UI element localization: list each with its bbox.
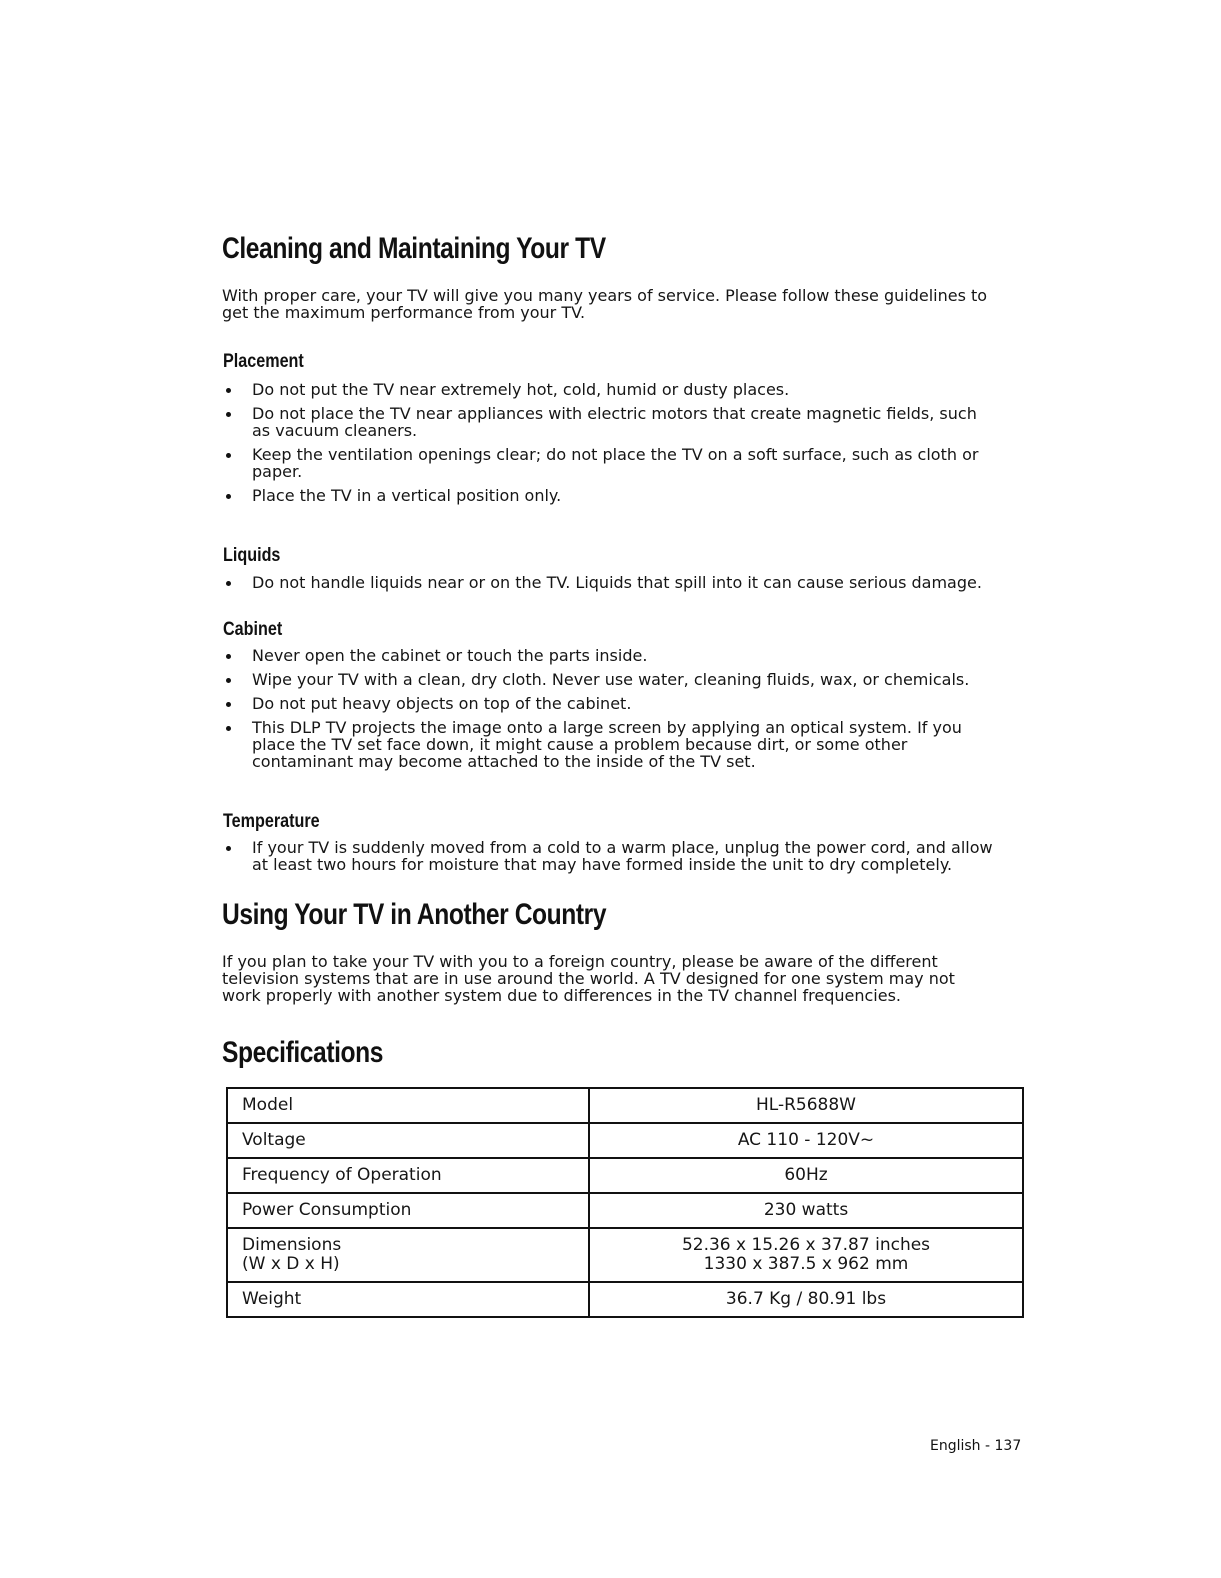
list-item — [223, 405, 993, 439]
list-item — [223, 487, 993, 504]
spec-value-cell — [589, 1228, 1023, 1282]
table-row — [227, 1123, 1023, 1158]
page-number: English - 137 — [930, 1438, 1022, 1454]
table-row — [227, 1282, 1023, 1317]
bullet-icon — [226, 702, 231, 707]
cabinet-list — [223, 647, 993, 777]
spec-label-cell — [227, 1228, 589, 1282]
table-row — [227, 1088, 1023, 1123]
list-item — [223, 839, 993, 873]
list-item-text: Keep the ventilation openings clear; do not place the TV on a soft surface, such as cloth or paper. — [252, 445, 979, 481]
spec-value: 230 watts — [589, 1193, 1023, 1228]
another-country-body: If you plan to take your TV with you to a foreign country, please be aware of the different television systems that are in use around the world. A TV designed for one system may not work properly with another system due to differences in the TV channel frequencies. — [222, 952, 955, 1005]
table-row — [227, 1158, 1023, 1193]
spec-label: Voltage — [227, 1123, 589, 1158]
spec-label: Dimensions — [242, 1235, 342, 1255]
list-item-text: Never open the cabinet or touch the parts inside. — [252, 646, 648, 665]
list-item — [223, 446, 993, 480]
list-item — [223, 695, 993, 712]
spec-value: AC 110 - 120V~ — [589, 1123, 1023, 1158]
list-item-text: Place the TV in a vertical position only. — [252, 486, 562, 505]
bullet-icon — [226, 412, 231, 417]
list-item — [223, 574, 993, 591]
list-item — [223, 647, 993, 664]
list-item-text: Do not put heavy objects on top of the cabinet. — [252, 694, 632, 713]
cleaning-intro: With proper care, your TV will give you many years of service. Please follow these guidelines to get the maximum performance from your TV. — [222, 286, 988, 322]
list-item-text: This DLP TV projects the image onto a large screen by applying an optical system. If you place the TV set face down, it might cause a problem because dirt, or some other contaminant may become attached to the inside of the TV set. — [252, 718, 962, 771]
list-item-text: If your TV is suddenly moved from a cold to a warm place, unplug the power cord, and allow at least two hours for moisture that may have formed inside the unit to dry completely. — [252, 838, 993, 874]
bullet-icon — [226, 494, 231, 499]
spec-value: 52.36 x 15.26 x 37.87 inches — [681, 1235, 931, 1255]
list-item-text: Do not handle liquids near or on the TV. Liquids that spill into it can cause serious damage. — [252, 573, 982, 592]
placement-heading: Placement — [223, 351, 304, 372]
table-row — [227, 1193, 1023, 1228]
bullet-icon — [226, 453, 231, 458]
liquids-heading: Liquids — [223, 545, 281, 566]
list-item — [223, 381, 993, 398]
list-item-text: Do not place the TV near appliances with electric motors that create magnetic fields, such as vacuum cleaners. — [252, 404, 977, 440]
bullet-icon — [226, 654, 231, 659]
list-item-text: Wipe your TV with a clean, dry cloth. Never use water, cleaning fluids, wax, or chemicals. — [252, 670, 970, 689]
cabinet-heading: Cabinet — [223, 619, 283, 640]
spec-label: Weight — [227, 1282, 589, 1317]
spec-label: Power Consumption — [227, 1193, 589, 1228]
list-item — [223, 671, 993, 688]
bullet-icon — [226, 581, 231, 586]
spec-value-sub: 1330 x 387.5 x 962 mm — [703, 1254, 909, 1274]
spec-label: Frequency of Operation — [227, 1158, 589, 1193]
bullet-icon — [226, 846, 231, 851]
cleaning-title: Cleaning and Maintaining Your TV — [222, 232, 606, 265]
spec-label: Model — [227, 1088, 589, 1123]
another-country-title: Using Your TV in Another Country — [222, 898, 607, 931]
spec-label-sub: (W x D x H) — [242, 1254, 340, 1274]
spec-value: 60Hz — [589, 1158, 1023, 1193]
specifications-table — [226, 1087, 1024, 1318]
table-row — [227, 1228, 1023, 1282]
list-item-text: Do not put the TV near extremely hot, cold, humid or dusty places. — [252, 380, 790, 399]
bullet-icon — [226, 678, 231, 683]
bullet-icon — [226, 388, 231, 393]
temperature-heading: Temperature — [223, 811, 320, 832]
spec-value: HL-R5688W — [589, 1088, 1023, 1123]
spec-value: 36.7 Kg / 80.91 lbs — [589, 1282, 1023, 1317]
placement-list — [223, 381, 993, 511]
list-item — [223, 719, 993, 770]
temperature-list — [223, 839, 993, 880]
liquids-list — [223, 574, 993, 598]
bullet-icon — [226, 726, 231, 731]
specifications-title: Specifications — [222, 1036, 384, 1069]
